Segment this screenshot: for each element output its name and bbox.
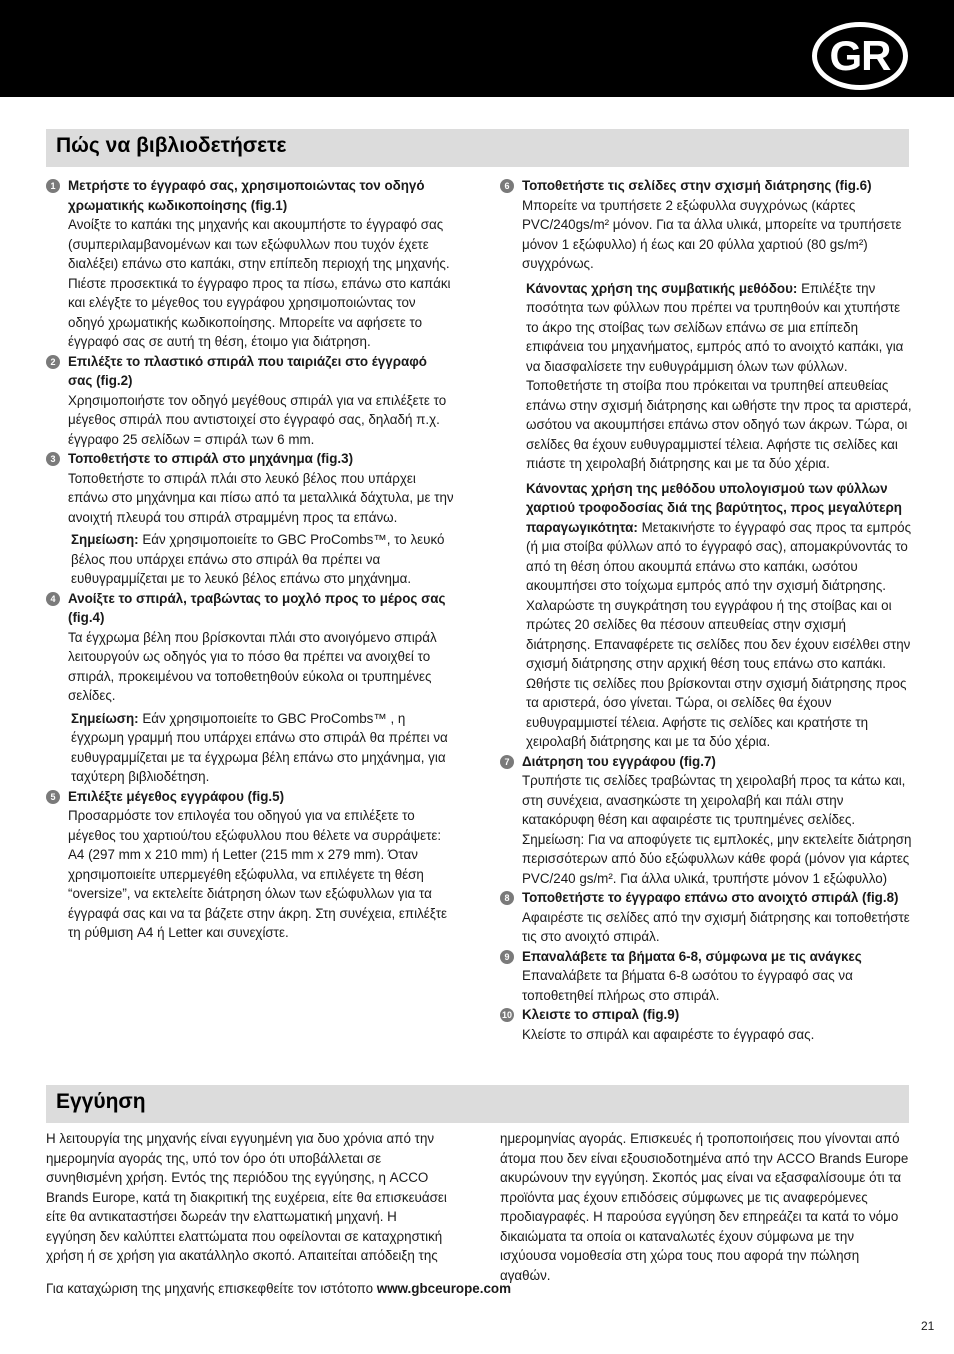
website-link[interactable]: www.gbceurope.com	[376, 1281, 511, 1296]
step-title: Μετρήστε το έγγραφό σας, χρησιμοποιώντας τον οδηγό χρωματικής κωδικοποίησης (fig.1)	[68, 178, 425, 213]
step-title: Επιλέξτε μέγεθος εγγράφου (fig.5)	[68, 788, 285, 804]
section-header-warranty	[46, 1085, 909, 1123]
step-number-icon: 5	[46, 790, 60, 804]
warranty-text-left: Η λειτουργία της μηχανής είναι εγγυημένη για δυο χρόνια από την ημερομηνία αγοράς της, υπό τον όρο ότι υποβάλλεται σε συνηθισμένη χρήση. Εντός της περιόδου της εγγύησης, η ACCO Brands Europe, κατά τη διακριτική της ευχέρεια, είτε θα επισκευάσει είτε θα αντικαταστήσει δωρεάν την ελαττωματική μηχανή. Η εγγύηση δεν καλύπτει ελαττώματα που οφείλονται σε καταχρηστική χρήση ή σε χρήση για ακατάλληλο σκοπό. Απαιτείται απόδειξη της	[46, 1131, 447, 1263]
step-body: Τοποθετήστε το σπιράλ πλάι στο λευκό βέλος που υπάρχει επάνω στο μηχάνημα και πίσω από τα μεταλλικά δάχτυλα, με την ανοιχτή πλευρά του σπιράλ στραμμένη προς τα επάνω.	[68, 470, 454, 525]
step-title: Τοποθετήστε το σπιράλ στο μηχάνημα (fig.3)	[68, 451, 354, 466]
section-header-binding	[46, 129, 909, 167]
method-text: Επιλέξτε την ποσότητα των φύλλων που πρέπει να τρυπηθούν και χτυπήστε το άκρο της στοίβας των σελίδων επάνω σε μια επίπεδη επιφάνεια του μηχανήματος, εμπρός από το ανοιχτό καπάκι, για να διασφαλίσετε την ευθυγράμμιση όλων των φύλλων. Τοποθετήστε τη στοίβα που πρόκειται να τρυπηθεί απευθείας επάνω στην σχισμή διάτρησης και ωθήστε την προς τα αριστερά, ωσότου να ακουμπήσει επάνω στον οδηγό των άκρων. Τώρα, οι σελίδες θα έχουν ευθυγραμμιστεί τέλεια. Αφήστε τις σελίδες και πιάστε τη χειρολαβή διάτρησης και με τα δύο χέρια.	[526, 280, 912, 471]
step-title: Τοποθετήστε το έγγραφο επάνω στο ανοιχτό σπιράλ (fig.8)	[522, 890, 899, 905]
step-body: Τρυπήστε τις σελίδες τραβώντας τη χειρολαβή προς τα κάτω και, στη συνέχεια, ανασηκώστε τη χειρολαβή και πάλι στην κατακόρυφη θέση και αφαιρέστε τις τρυπημένες σελίδες. Σημείωση: Για να αποφύγετε τις εμπλοκές, μην εκτελείτε διάτρηση περισσότερων από δύο εξώφυλλων κάθε φορά (μόνον για κάρτες PVC/240 gs/m². Για άλλα υλικά, τρυπήστε μόνον 1 εξώφυλλο)	[522, 773, 912, 886]
page-number: 21	[921, 1319, 935, 1333]
step-note	[68, 530, 454, 589]
step-note	[68, 709, 454, 787]
note-label: Σημείωση:	[71, 532, 139, 547]
step-title: Επιλέξτε το πλαστικό σπιράλ που ταιριάζει στο έγγραφό σας (fig.2)	[68, 353, 427, 388]
method-label: Κάνοντας χρήση της μεθόδου υπολογισμού των φύλλων χαρτιού τροφοδοσίας διά της βαρύτητος, προς μεγαλύτερη παραγωγικότητα:	[526, 480, 902, 535]
top-banner	[0, 0, 954, 97]
method-label: Κάνοντας χρήση της συμβατικής μεθόδου:	[526, 280, 798, 296]
step-body: Τα έγχρωμα βέλη που βρίσκονται πλάι στο ανοιγόμενο σπιράλ λειτουργούν ως οδηγός για το πόσο θα πρέπει να ανοιχθεί το σπιράλ, προκειμένου να τοποθετηθούν εύκολα οι τρυπημένες σελίδες.	[68, 629, 437, 703]
section-title: Πώς να βιβλιοδετήσετε	[56, 134, 287, 157]
step-body: Προσαρμόστε τον επιλογέα του οδηγού για να επιλέξετε το μέγεθος του χαρτιού/του εξώφυλλου που θέλετε να συρράψετε: A4 (297 mm x 210 mm) ή Letter (215 mm x 279 mm). Όταν χρησιμοποιείτε υπερμεγέθη εξώφυλλα, να επιλέγετε τη θέση “oversize”, να εκτελείτε διάτρηση όλων των εξώφυλλων για τα έγγραφά σας και να τα βάζετε στην άκρη. Στη συνέχεια, επιλέξτε τη ρύθμιση A4 ή Letter και συνεχίστε.	[68, 808, 447, 940]
step-number-icon: 3	[46, 452, 60, 466]
warranty-text-right: ημερομηνίας αγοράς. Επισκευές ή τροποποιήσεις που γίνονται από άτομα που δεν είναι εξουσιοδοτημένα από την ACCO Brands Europe ακυρώνουν την εγγύηση. Σκοπός μας είναι να εξασφαλίσουμε ότι τα προϊόντα μας έχουν επιδόσεις σύμφωνες με τις αναφερόμενες προδιαγραφές. Η παρούσα εγγύηση δεν επηρεάζει τα κατά το νόμο δικαιώματα τα οποία οι καταναλωτές έχουν σύμφωνα με την ισχύουσα νομοθεσία στη χώρα τους που αφορά την πώληση αγαθών.	[500, 1131, 909, 1283]
step-number-icon: 4	[46, 592, 60, 606]
step-2	[46, 352, 454, 450]
instructions-right-column	[500, 176, 912, 1044]
registration-line	[46, 1279, 511, 1299]
method-gravity-feed	[522, 479, 912, 752]
step-10	[500, 1005, 912, 1044]
step-number-icon: 7	[500, 755, 514, 769]
step-3	[46, 449, 454, 589]
step-8	[500, 888, 912, 947]
step-number-icon: 10	[501, 1010, 512, 1020]
step-number-icon: 8	[500, 891, 514, 905]
language-badge: GR	[812, 22, 908, 90]
step-number-icon: 6	[500, 179, 514, 193]
step-number-icon: 1	[46, 179, 60, 193]
step-number-icon: 9	[500, 950, 514, 964]
step-title: Τοποθετήστε τις σελίδες στην σχισμή διάτρησης (fig.6)	[522, 178, 872, 193]
step-body: Επαναλάβετε τα βήματα 6-8 ωσότου το έγγραφό σας να τοποθετηθεί πλήρως στο σπιράλ.	[522, 968, 853, 1003]
step-6	[500, 176, 912, 752]
step-body: Χρησιμοποιήστε τον οδηγό μεγέθους σπιράλ για να επιλέξετε το μέγεθος σπιράλ που αντιστοιχεί στο έγγραφό σας, δηλαδή π.χ. έγγραφο 25 σελίδων = σπιράλ των 6 mm.	[68, 392, 447, 447]
step-title: Ανοίξτε το σπιράλ, τραβώντας το μοχλό προς το μέρος σας (fig.4)	[68, 590, 446, 625]
step-body: Κλείστε το σπιράλ και αφαιρέστε το έγγραφό σας.	[522, 1026, 815, 1042]
section-title: Εγγύηση	[56, 1090, 146, 1113]
method-conventional	[522, 279, 912, 474]
step-title: Κλειστε το σπιραλ (fig.9)	[522, 1007, 680, 1022]
method-text: Μετακινήστε το έγγραφό σας προς τα εμπρός (ή μια στοίβα φύλλων από το έγγραφό σας), απομακρύνοντάς το από τη θέση όπου ακουμπά επάνω στο καπάκι, ωσότου ακουμπήσει στο τοίχωμα εμπρός από την σχισμή διάτρησης. Χαλαρώστε τη συγκράτηση του εγγράφου ή της στοίβας και οι πρώτες 20 σελίδες θα πέσουν απευθείας στην σχισμή διάτρησης. Επαναφέρετε τις σελίδες που δεν έχουν εισέλθει στην σχισμή διάτρησης στην αρχική θέση τους επάνω στο καπάκι. Ωθήστε τις σελίδες που βρίσκονται στην σχισμή διάτρησης προς τα αριστερά, όσο γίνεται. Τώρα, οι σελίδες θα έχουν ευθυγραμμιστεί τέλεια. Αφήστε τις σελίδες και κρατήστε τη χειρολαβή διάτρησης και με τα δύο χέρια.	[526, 519, 912, 749]
step-7	[500, 752, 912, 889]
step-body: Μπορείτε να τρυπήσετε 2 εξώφυλλα συγχρόνως (κάρτες PVC/240gs/m² μόνον. Για τα άλλα υλικά, μπορείτε να τρυπήσετε μόνον 1 εξώφυλλο) ή έως και 20 φύλλα χαρτιού (80 gs/m²) συγχρόνως.	[522, 197, 902, 271]
step-number-icon: 2	[46, 355, 60, 369]
step-5	[46, 787, 454, 943]
step-4	[46, 589, 454, 787]
step-body: Ανοίξτε το καπάκι της μηχανής και ακουμπήστε το έγγραφό σας (συμπεριλαμβανομένων και των εξώφυλλων που τυχόν έχετε διαλέξει) επάνω στο καπάκι, στην επίπεδη περιοχή της μηχανής. Πιέστε προσεκτικά το έγγραφο προς τα πίσω, επάνω στο καπάκι και ελέγξτε το μέγεθος του εγγράφου χρησιμοποιώντας τον οδηγό χρωματικής κωδικοποίησης. Μπορείτε να αφήσετε το έγγραφό σας σε αυτή τη θέση, έτοιμο για διάτρηση.	[68, 217, 451, 349]
step-title: Επαναλάβετε τα βήματα 6-8, σύμφωνα με τις ανάγκες	[522, 948, 862, 964]
step-9	[500, 947, 912, 1006]
note-text: Εάν χρησιμοποιείτε το GBC ProCombs™, το λευκό βέλος που υπάρχει επάνω στο σπιράλ θα πρέπει να ευθυγραμμίζεται με το λευκό βέλος επάνω στο μηχάνημα.	[71, 532, 445, 586]
note-text: Εάν χρησιμοποιείτε το GBC ProCombs™ , η έγχρωμη γραμμή που υπάρχει επάνω στο σπιράλ θα πρέπει να ευθυγραμμίζεται με τα έγχρωμα βέλη επάνω στο μηχάνημα, για ταχύτερη βιβλιοδέτηση.	[71, 710, 448, 784]
registration-text: Για καταχώριση της μηχανής επισκεφθείτε τον ιστότοπο	[46, 1281, 377, 1296]
instructions-left-column	[46, 176, 454, 943]
note-label: Σημείωση:	[71, 710, 139, 726]
step-1	[46, 176, 454, 352]
step-body: Αφαιρέστε τις σελίδες από την σχισμή διάτρησης και τοποθετήστε τις στο ανοιχτό σπιράλ.	[522, 909, 910, 944]
step-title: Διάτρηση του εγγράφου (fig.7)	[522, 753, 716, 769]
